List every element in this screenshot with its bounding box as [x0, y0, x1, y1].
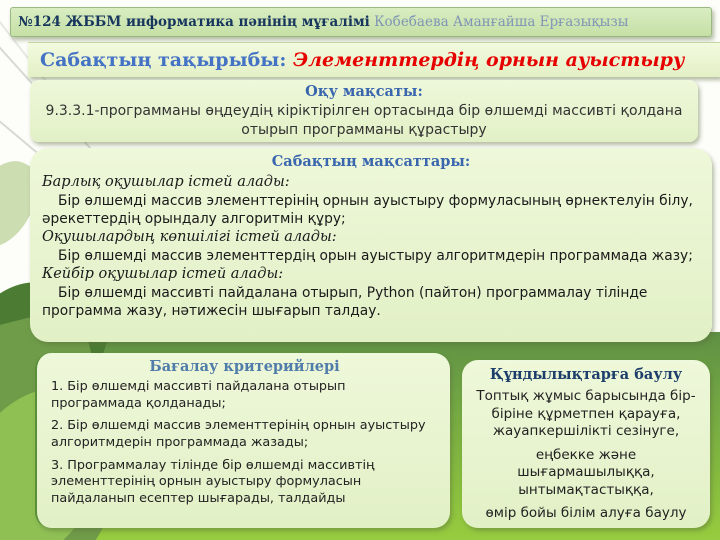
criteria-item: 1. Бір өлшемді массивті пайдалана отырып программада қолданады; [51, 379, 346, 411]
criteria-item: 3. Программалау тілінде бір өлшемді массивтің элементтерінің орнын ауыстыру формуласын пайдаланып есептер шығарады, талдайды [51, 457, 375, 506]
objective-text: 9.3.3.1-программаны өңдеудің кіріктірілген ортасында бір өлшемді массивті қолдана отырып программаны құрастыру [45, 103, 683, 138]
criteria-item: 2. Бір өлшемді массив элементтерінің орнын ауыстыру алгоритмдерін программада жазады; [51, 418, 426, 450]
goal-group-label: Барлық оқушылар істей алады: [42, 174, 290, 190]
goals-heading: Сабақтың мақсаттары: [271, 153, 471, 170]
criteria-heading: Бағалау критерийлері [149, 358, 340, 375]
values-heading: Құндылықтарға баулу [489, 366, 683, 383]
goal-group-label: Кейбір оқушылар істей алады: [42, 266, 284, 283]
goal-text: Бір өлшемді массив элементтердің орын ауыстыру алгоритмдерін программада жазу; [58, 248, 693, 265]
goal-text: Бір өлшемді массив элементтерінің орнын ауыстыру формуласының өрнектелуін білу, әрекеттердің орындалу алгоритмін құру; [42, 192, 693, 228]
lesson-title-label: Сабақтың тақырыбы: [40, 49, 287, 71]
school-and-subject-label: №124 ЖББМ информатика пәнінің мұғалімі [18, 14, 370, 30]
header-bar [10, 7, 712, 37]
values-line: еңбекке және шығармашылыққа, ынтымақтастыққа, [517, 446, 655, 498]
learning-objective-box [30, 80, 698, 142]
goal-text: Бір өлшемді массивті пайдалана отырып, Python (пайтон) программалау тілінде программа жазу, нәтижесін шығарып талдау. [42, 285, 648, 320]
goal-group-label: Оқушылардың көпшілігі істей алады: [42, 229, 337, 246]
teacher-name: Кобебаева Аманғайша Ерғазықызы [374, 14, 629, 30]
lesson-title-strip [28, 42, 720, 77]
values-education-box [462, 360, 710, 528]
assessment-criteria-box [35, 353, 450, 528]
objective-heading: Оқу мақсаты: [305, 83, 423, 100]
lesson-goals-box [30, 148, 712, 342]
values-line: өмір бойы білім алуға баулу [485, 505, 687, 522]
lesson-topic: Элементтердің орнын ауыстыру [293, 49, 685, 71]
values-line: Топтық жұмыс барысында бір-біріне құрметпен қарауға, жауапкершілікті сезінуге, [476, 388, 696, 440]
